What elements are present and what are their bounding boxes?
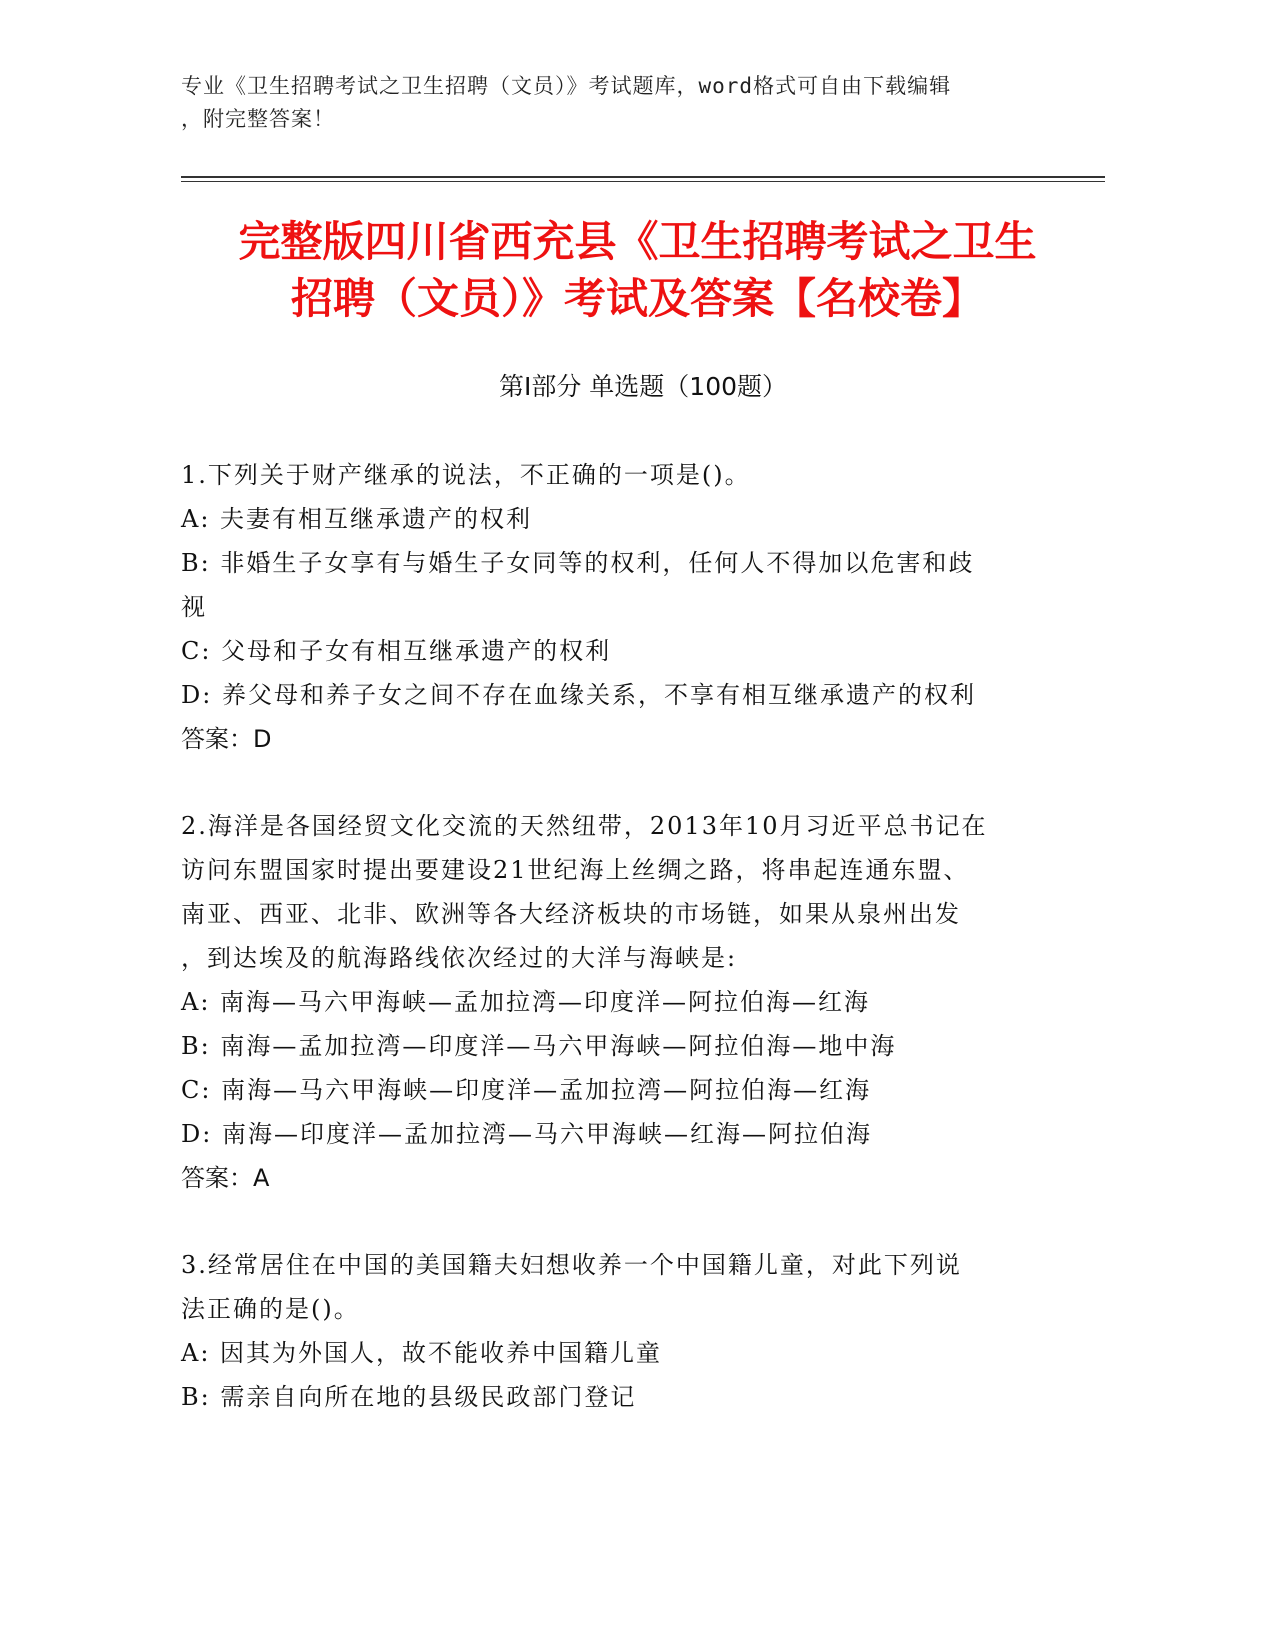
answer-option: 视 — [181, 593, 207, 621]
document-title-line: 完整版四川省西充县《卫生招聘考试之卫生 — [238, 217, 1037, 266]
answer-key: 答案：D — [181, 725, 272, 753]
question-stem: 3.经常居住在中国的美国籍夫妇想收养一个中国籍儿童，对此下列说 — [181, 1251, 962, 1279]
question-stem: 法正确的是()。 — [181, 1295, 360, 1323]
question-list — [181, 453, 1041, 1419]
question-2 — [181, 804, 1041, 1200]
question-stem: 访问东盟国家时提出要建设21世纪海上丝绸之路，将串起连通东盟、 — [181, 856, 970, 884]
answer-option: A: 夫妻有相互继承遗产的权利 — [181, 505, 533, 533]
answer-option: A: 南海—马六甲海峡—孟加拉湾—印度洋—阿拉伯海—红海 — [181, 988, 871, 1016]
answer-option: A: 因其为外国人，故不能收养中国籍儿童 — [181, 1339, 663, 1367]
answer-option: B: 非婚生子女享有与婚生子女同等的权利，任何人不得加以危害和歧 — [181, 549, 975, 577]
header-note — [181, 70, 1041, 136]
answer-option: D: 养父母和养子女之间不存在血缘关系，不享有相互继承遗产的权利 — [181, 681, 976, 709]
header-note-line: 专业《卫生招聘考试之卫生招聘（文员）》考试题库，word格式可自由下载编辑 — [181, 74, 952, 98]
answer-option: D: 南海—印度洋—孟加拉湾—马六甲海峡—红海—阿拉伯海 — [181, 1120, 872, 1148]
question-stem: 南亚、西亚、北非、欧洲等各大经济板块的市场链，如果从泉州出发 — [181, 900, 961, 928]
question-1 — [181, 453, 1041, 761]
answer-option: C: 南海—马六甲海峡—印度洋—孟加拉湾—阿拉伯海—红海 — [181, 1076, 872, 1104]
answer-option: C: 父母和子女有相互继承遗产的权利 — [181, 637, 612, 665]
question-stem: ，到达埃及的航海路线依次经过的大洋与海峡是: — [181, 944, 738, 972]
answer-key: 答案：A — [181, 1164, 270, 1192]
header-divider-thick — [181, 176, 1105, 178]
section-title: 第Ⅰ部分 单选题（100题） — [498, 372, 788, 401]
document-title-line: 招聘（文员）》考试及答案【名校卷】 — [290, 274, 984, 323]
question-stem: 1.下列关于财产继承的说法，不正确的一项是()。 — [181, 461, 751, 489]
answer-option: B: 南海—孟加拉湾—印度洋—马六甲海峡—阿拉伯海—地中海 — [181, 1032, 897, 1060]
question-3 — [181, 1243, 1041, 1419]
document-title — [150, 213, 1125, 327]
question-stem: 2.海洋是各国经贸文化交流的天然纽带，2013年10月习近平总书记在 — [181, 812, 988, 840]
header-note-line: ，附完整答案！ — [181, 107, 335, 131]
answer-option: B: 需亲自向所在地的县级民政部门登记 — [181, 1383, 637, 1411]
header-divider-thin — [181, 181, 1105, 182]
